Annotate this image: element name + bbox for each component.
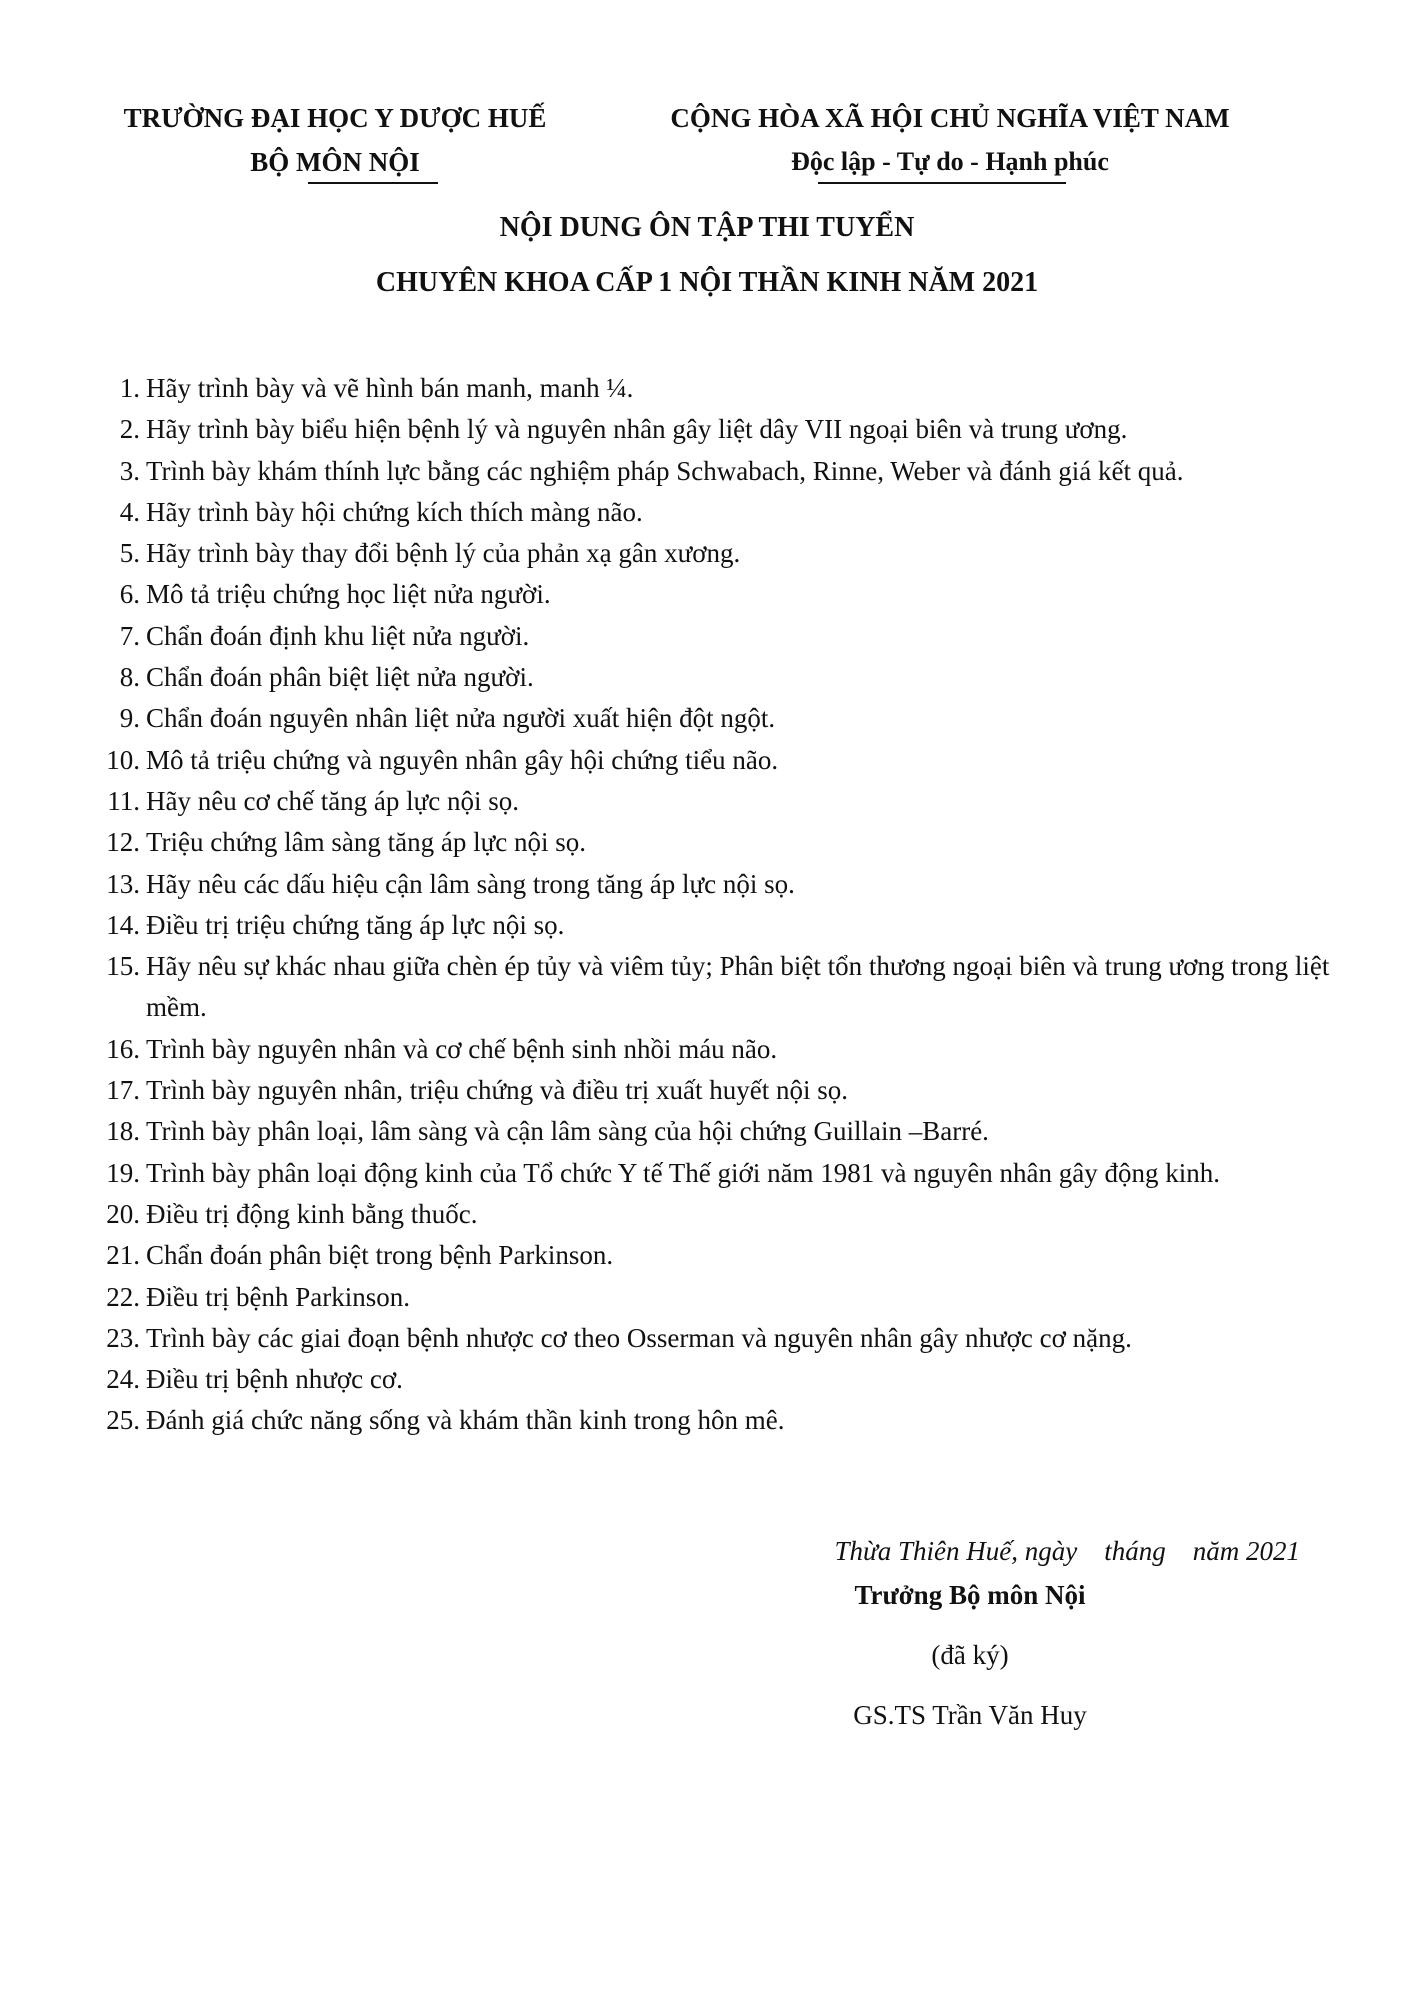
question-item [96, 698, 1346, 739]
motto-underline [818, 182, 1066, 184]
question-text: Chẩn đoán phân biệt liệt nửa người. [146, 662, 534, 693]
document-title-line2: CHUYÊN KHOA CẤP 1 NỘI THẦN KINH NĂM 2021 [375, 267, 1039, 298]
question-number: 1. [119, 373, 140, 403]
document-title-line1: NỘI DUNG ÔN TẬP THI TUYỂN [499, 212, 915, 243]
question-text: Chẩn đoán phân biệt trong bệnh Parkinson. [146, 1240, 614, 1271]
header-left [95, 96, 575, 184]
question-number: 9. [119, 703, 140, 734]
question-item [96, 657, 1346, 698]
question-item [96, 905, 1346, 946]
question-number: 20. [106, 1198, 140, 1229]
question-number: 2. [119, 414, 140, 445]
national-motto: Độc lập - Tự do - Hạnh phúc [791, 147, 1109, 176]
question-number: 10. [106, 744, 140, 775]
signer-title: Trưởng Bộ môn Nội [854, 1580, 1086, 1610]
university-name: TRƯỜNG ĐẠI HỌC Y DƯỢC HUẾ [123, 103, 547, 133]
question-number: 8. [119, 662, 140, 693]
question-item [96, 409, 1346, 450]
question-item [96, 1194, 1346, 1235]
question-item [96, 1400, 1346, 1441]
question-text: Hãy nêu cơ chế tăng áp lực nội sọ. [146, 785, 520, 816]
question-item [96, 1235, 1346, 1276]
question-text: Trình bày các giai đoạn bệnh nhược cơ theo Osserman và nguyên nhân gây nhược cơ nặng. [146, 1322, 1132, 1353]
question-text: Hãy nêu các dấu hiệu cận lâm sàng trong tăng áp lực nội sọ. [146, 868, 795, 899]
place-date: Thừa Thiên Huế, ngày tháng năm 2021 [834, 1536, 1300, 1566]
question-number: 3. [119, 455, 140, 486]
question-number: 23. [106, 1322, 140, 1353]
question-number: 18. [106, 1116, 140, 1147]
question-text: Mô tả triệu chứng và nguyên nhân gây hội chứng tiểu não. [146, 744, 779, 775]
question-number: 13. [106, 868, 140, 899]
question-item [96, 1070, 1346, 1111]
signer-name: GS.TS Trần Văn Huy [853, 1700, 1087, 1730]
question-text: Điều trị động kinh bằng thuốc. [146, 1198, 478, 1229]
department-name: BỘ MÔN NỘI [250, 147, 420, 177]
question-number: 11. [107, 785, 140, 816]
header-right [640, 96, 1260, 184]
question-text: Điều trị bệnh nhược cơ. [146, 1364, 403, 1395]
question-text: Đánh giá chức năng sống và khám thần kinh trong hôn mê. [146, 1405, 785, 1436]
question-item [96, 946, 1346, 1029]
question-number: 5. [119, 538, 140, 569]
question-item [96, 822, 1346, 863]
question-item [96, 1277, 1346, 1318]
question-text: Hãy trình bày hội chứng kích thích màng não. [146, 496, 643, 527]
signed-note: (đã ký) [931, 1640, 1009, 1670]
question-number: 21. [106, 1240, 140, 1271]
question-text: Hãy trình bày biểu hiện bệnh lý và nguyên nhân gây liệt dây VII ngoại biên và trung ương. [146, 414, 1128, 445]
question-number: 14. [106, 909, 140, 940]
question-item [96, 1029, 1346, 1070]
question-item [96, 1359, 1346, 1400]
question-text: Trình bày nguyên nhân, triệu chứng và điều trị xuất huyết nội sọ. [146, 1075, 849, 1106]
question-list [96, 368, 1346, 1442]
question-item [96, 864, 1346, 905]
question-number: 12. [106, 827, 140, 858]
question-number: 24. [106, 1364, 140, 1395]
question-text: Chẩn đoán nguyên nhân liệt nửa người xuất hiện đột ngột. [146, 703, 776, 734]
question-text: Trình bày phân loại động kinh của Tổ chức Y tế Thế giới năm 1981 và nguyên nhân gây động kinh. [146, 1157, 1220, 1188]
question-number: 7. [119, 620, 140, 651]
department-underline [308, 182, 438, 184]
country-name: CỘNG HÒA XÃ HỘI CHỦ NGHĨA VIỆT NAM [670, 103, 1230, 133]
question-text: Hãy trình bày và vẽ hình bán manh, manh ¼. [146, 373, 634, 403]
question-text: Mô tả triệu chứng học liệt nửa người. [146, 579, 551, 610]
question-item [96, 1111, 1346, 1152]
question-text: Điều trị bệnh Parkinson. [146, 1281, 410, 1312]
question-number: 16. [106, 1033, 140, 1064]
question-text: Chẩn đoán định khu liệt nửa người. [146, 620, 530, 651]
question-item [96, 781, 1346, 822]
question-item [96, 451, 1346, 492]
question-number: 17. [106, 1075, 140, 1106]
question-text: Trình bày phân loại, lâm sàng và cận lâm sàng của hội chứng Guillain –Barré. [146, 1116, 989, 1147]
question-item [96, 1153, 1346, 1194]
question-item [96, 616, 1346, 657]
question-text: Điều trị triệu chứng tăng áp lực nội sọ. [146, 909, 565, 940]
question-number: 19. [106, 1157, 140, 1188]
question-number: 6. [119, 579, 140, 610]
question-number: 4. [119, 496, 140, 527]
question-item [96, 574, 1346, 615]
question-text: Triệu chứng lâm sàng tăng áp lực nội sọ. [146, 827, 586, 858]
question-item [96, 533, 1346, 574]
question-text: Trình bày khám thính lực bằng các nghiệm pháp Schwabach, Rinne, Weber và đánh giá kết quả. [146, 455, 1184, 486]
question-text: Trình bày nguyên nhân và cơ chế bệnh sinh nhồi máu não. [146, 1033, 778, 1064]
question-text: Hãy trình bày thay đổi bệnh lý của phản xạ gân xương. [146, 538, 741, 569]
question-number: 15. [106, 951, 140, 982]
question-item [96, 1318, 1346, 1359]
question-item [96, 740, 1346, 781]
question-text: Hãy nêu sự khác nhau giữa chèn ép tủy và viêm tủy; Phân biệt tổn thương ngoại biên và trung ương trong liệt mềm. [146, 951, 1330, 1023]
question-item [96, 368, 1346, 409]
question-number: 22. [106, 1281, 140, 1312]
question-item [96, 492, 1346, 533]
question-number: 25. [106, 1405, 140, 1436]
